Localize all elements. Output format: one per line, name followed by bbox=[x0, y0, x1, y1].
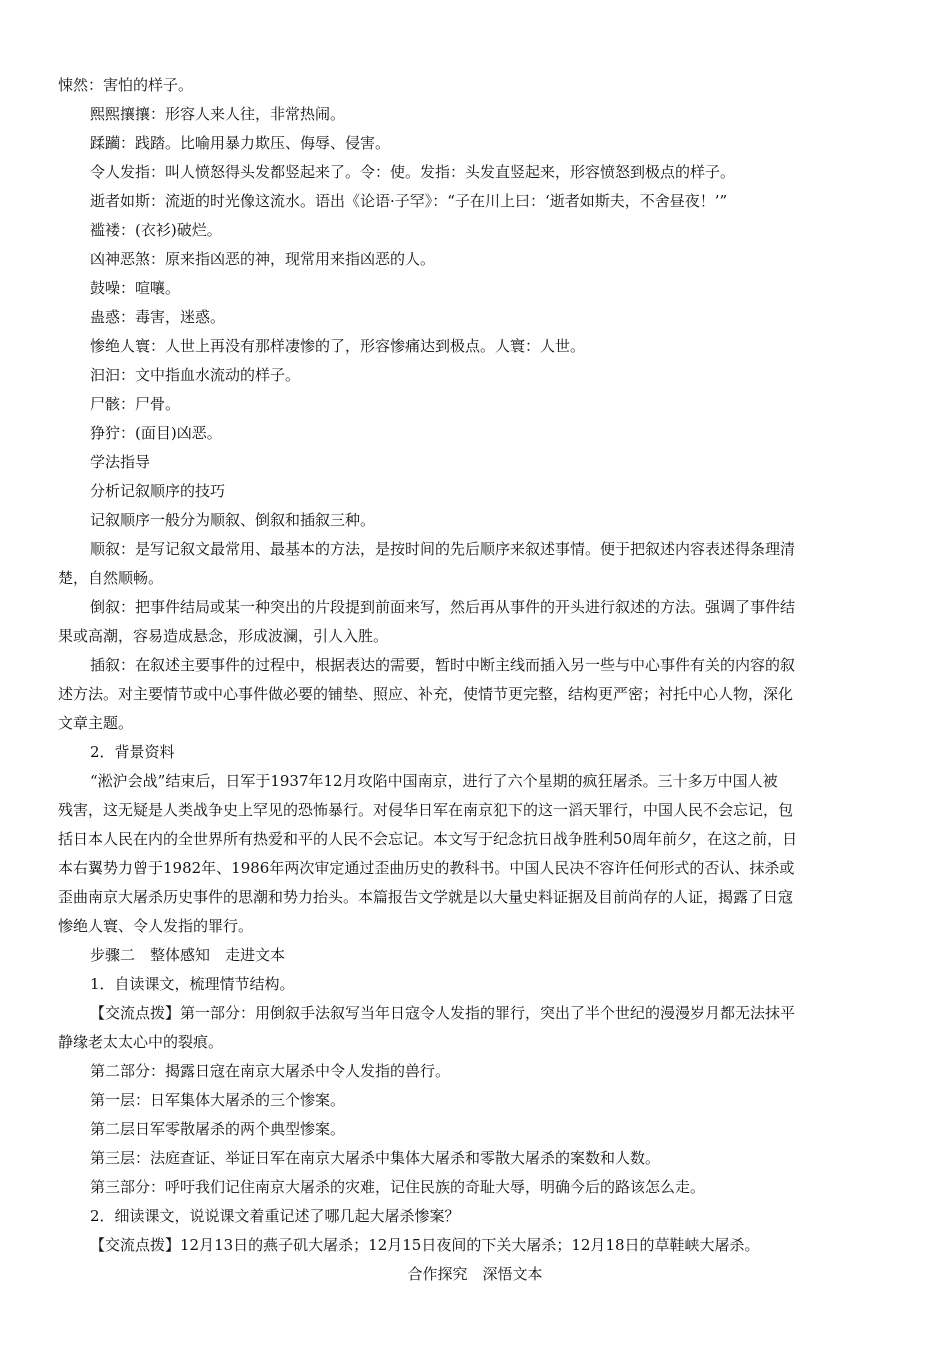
paragraph-line: 括日本人民在内的全世界所有热爱和平的人民不会忘记。本文写于纪念抗日战争胜利50周年前夕，在这之前，日 bbox=[58, 830, 798, 848]
vocab-line: 熙熙攘攘：形容人来人往，非常热闹。 bbox=[90, 105, 346, 123]
paragraph-line: 文章主题。 bbox=[58, 714, 134, 732]
vocab-line: 惨绝人寰：人世上再没有那样凄惨的了，形容惨痛达到极点。人寰：人世。 bbox=[90, 337, 586, 355]
section-heading: 步骤二 整体感知 走进文本 bbox=[90, 946, 286, 964]
paragraph-line: 第三层：法庭查证、举证日军在南京大屠杀中集体大屠杀和零散大屠杀的案数和人数。 bbox=[90, 1149, 661, 1167]
vocab-line: 蛊惑：毒害，迷惑。 bbox=[90, 308, 226, 326]
vocab-line: 鼓噪：喧嚷。 bbox=[90, 279, 181, 297]
vocab-line: 褴褛：(衣衫)破烂。 bbox=[90, 221, 222, 239]
question-line: 1．自读课文，梳理情节结构。 bbox=[90, 975, 295, 993]
vocab-line: 尸骸：尸骨。 bbox=[90, 395, 181, 413]
vocab-line: 逝者如斯：流逝的时光像这流水。语出《论语·子罕》：“子在川上曰：‘逝者如斯夫，不舍昼夜！’” bbox=[90, 192, 728, 210]
vocab-line: 狰狞：(面目)凶恶。 bbox=[90, 424, 222, 442]
vocab-line: 悚然：害怕的样子。 bbox=[58, 76, 194, 94]
vocab-line: 凶神恶煞：原来指凶恶的神，现常用来指凶恶的人。 bbox=[90, 250, 436, 268]
vocab-line: 蹂躏：践踏。比喻用暴力欺压、侮辱、侵害。 bbox=[90, 134, 391, 152]
paragraph-line: 第三部分：呼吁我们记住南京大屠杀的灾难，记住民族的奇耻大辱，明确今后的路该怎么走。 bbox=[90, 1178, 706, 1196]
paragraph-line: 果或高潮，容易造成悬念，形成波澜，引人入胜。 bbox=[58, 627, 389, 645]
question-line: 2．细读课文，说说课文着重记述了哪几起大屠杀惨案？ bbox=[90, 1207, 460, 1225]
subheading: 分析记叙顺序的技巧 bbox=[90, 482, 226, 500]
paragraph-line: “淞沪会战”结束后，日军于1937年12月攻陷中国南京，进行了六个星期的疯狂屠杀。三十多万中国人被 bbox=[90, 772, 778, 790]
paragraph-line: 记叙顺序一般分为顺叙、倒叙和插叙三种。 bbox=[90, 511, 376, 529]
paragraph-line: 第一层：日军集体大屠杀的三个惨案。 bbox=[90, 1091, 346, 1109]
paragraph-line: 静缘老太太心中的裂痕。 bbox=[58, 1033, 224, 1051]
paragraph-line: 第二层日军零散屠杀的两个典型惨案。 bbox=[90, 1120, 346, 1138]
vocab-line: 令人发指：叫人愤怒得头发都竖起来了。令：使。发指：头发直竖起来，形容愤怒到极点的样子。 bbox=[90, 163, 736, 181]
paragraph-line: 倒叙：把事件结局或某一种突出的片段提到前面来写，然后再从事件的开头进行叙述的方法。强调了事件结 bbox=[90, 598, 796, 616]
paragraph-line: 残害，这无疑是人类战争史上罕见的恐怖暴行。对侵华日军在南京犯下的这一滔天罪行，中国人民不会忘记，包 bbox=[58, 801, 794, 819]
paragraph-line: 楚，自然顺畅。 bbox=[58, 569, 164, 587]
section-heading: 学法指导 bbox=[90, 453, 151, 471]
vocab-line: 汩汩：文中指血水流动的样子。 bbox=[90, 366, 301, 384]
paragraph-line: 本右翼势力曾于1982年、1986年两次审定通过歪曲历史的教科书。中国人民决不容许任何形式的否认、抹杀或 bbox=[58, 859, 795, 877]
paragraph-line: 歪曲南京大屠杀历史事件的思潮和势力抬头。本篇报告文学就是以大量史料证据及目前尚存的人证，揭露了日寇 bbox=[58, 888, 794, 906]
paragraph-line: 插叙：在叙述主要事件的过程中，根据表达的需要，暂时中断主线而插入另一些与中心事件有关的内容的叙 bbox=[90, 656, 796, 674]
section-heading: 2．背景资料 bbox=[90, 743, 175, 761]
paragraph-line: 述方法。对主要情节或中心事件做必要的铺垫、照应、补充，使情节更完整，结构更严密；衬托中心人物，深化 bbox=[58, 685, 794, 703]
paragraph-line: 【交流点拨】12月13日的燕子矶大屠杀；12月15日夜间的下关大屠杀；12月18日的草鞋峡大屠杀。 bbox=[90, 1236, 760, 1254]
paragraph-line: 惨绝人寰、令人发指的罪行。 bbox=[58, 917, 254, 935]
paragraph-line: 顺叙：是写记叙文最常用、最基本的方法，是按时间的先后顺序来叙述事情。便于把叙述内容表述得条理清 bbox=[90, 540, 796, 558]
paragraph-line: 【交流点拨】第一部分：用倒叙手法叙写当年日寇令人发指的罪行，突出了半个世纪的漫漫岁月都无法抹平 bbox=[90, 1004, 796, 1022]
paragraph-line: 第二部分：揭露日寇在南京大屠杀中令人发指的兽行。 bbox=[90, 1062, 451, 1080]
section-heading-centered: 合作探究 深悟文本 bbox=[407, 1265, 543, 1283]
